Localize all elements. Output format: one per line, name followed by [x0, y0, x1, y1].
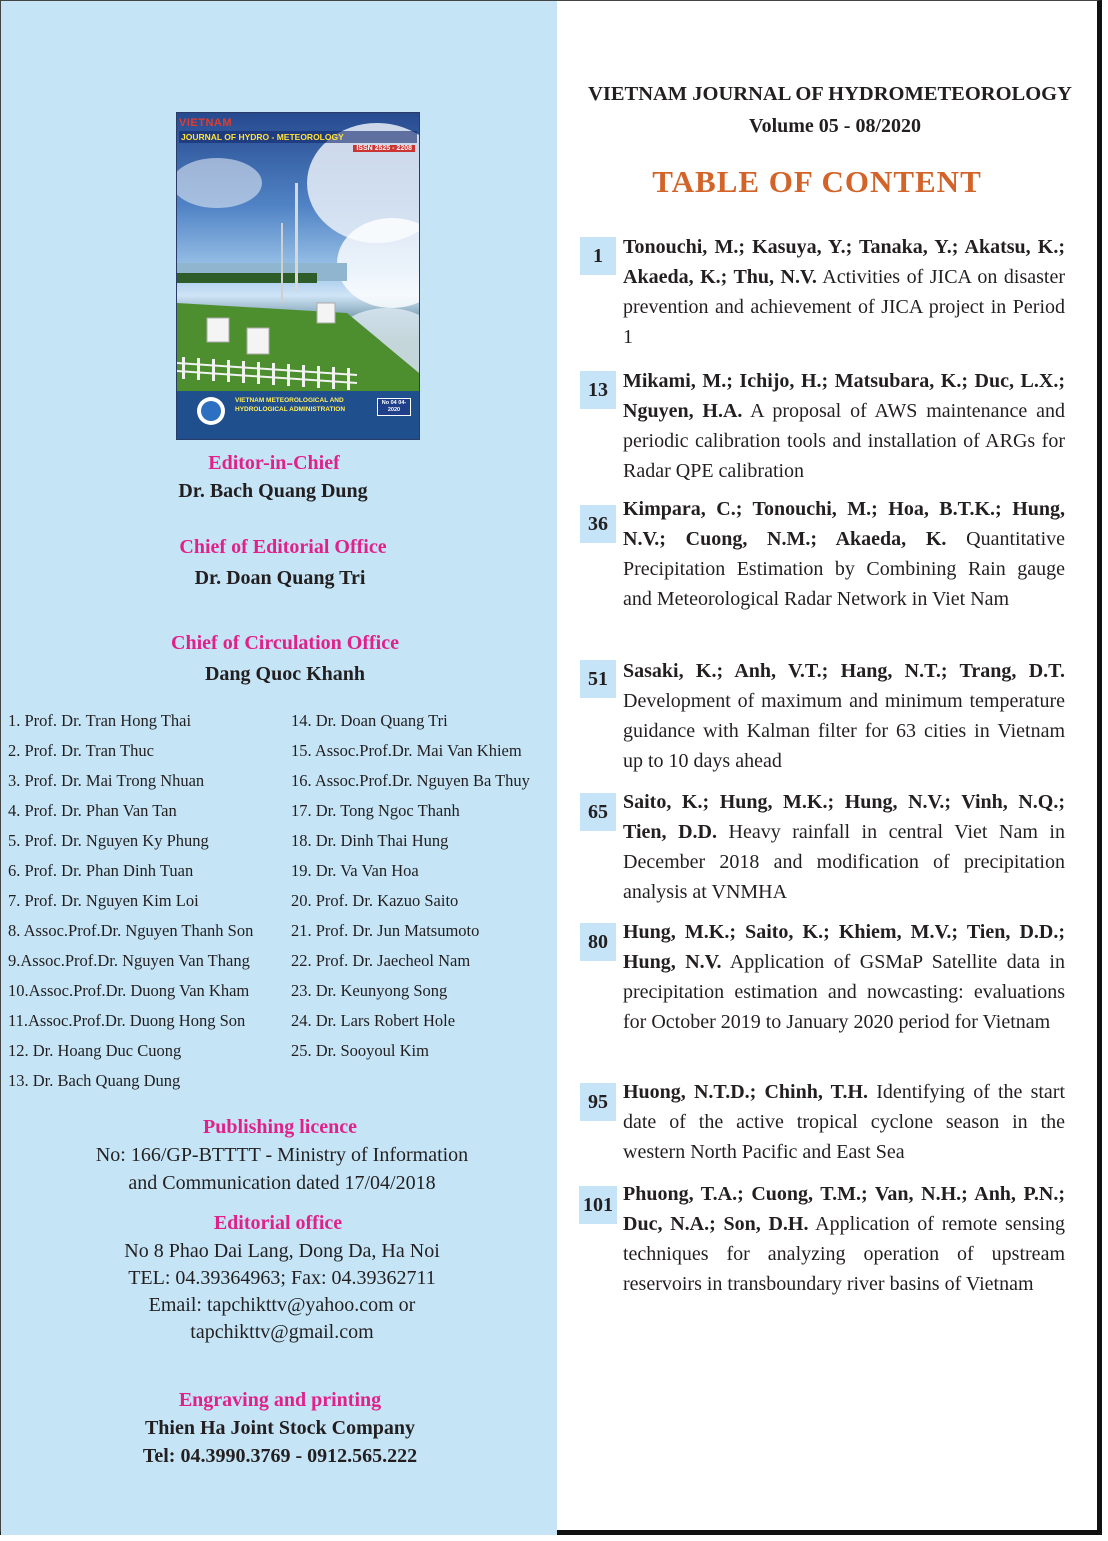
board-member: 14. Dr. Doan Quang Tri	[291, 711, 448, 730]
editorial-board-left	[8, 706, 253, 1096]
board-member: 11.Assoc.Prof.Dr. Duong Hong Son	[8, 1011, 246, 1030]
page-number-badge: 95	[580, 1083, 616, 1121]
printing-label: Engraving and printing	[178, 1389, 382, 1411]
board-member: 19. Dr. Va Van Hoa	[291, 861, 419, 880]
board-member: 3. Prof. Dr. Mai Trong Nhuan	[8, 771, 205, 790]
cover-title-vietnam: VIETNAM	[179, 117, 232, 129]
publishing-licence-label: Publishing licence	[203, 1116, 357, 1138]
board-member: 7. Prof. Dr. Nguyen Kim Loi	[8, 891, 199, 910]
cover-agency: VIETNAM METEOROLOGICAL AND HYDROLOGICAL ADMINISTRATION	[235, 397, 346, 413]
journal-title: VIETNAM JOURNAL OF HYDROMETEOROLOGY	[588, 83, 1072, 105]
board-member: 1. Prof. Dr. Tran Hong Thai	[8, 711, 192, 730]
page-number-badge: 80	[580, 923, 616, 961]
printing-company: Thien Ha Joint Stock Company	[144, 1417, 416, 1439]
editorial-board-right	[291, 706, 530, 1066]
page-number-badge: 36	[580, 505, 616, 543]
entry-title: Application of GSMaP Satellite data in precipitation estimation and nowcasting: evaluations for October 2019 to January 2020 period for Vietnam	[623, 951, 1065, 1033]
entry-title: Activities of JICA on disaster prevention and achievement of JICA project in Period 1	[623, 266, 1065, 348]
page-number-badge: 1	[580, 237, 616, 275]
entry-authors: Tonouchi, M.; Kasuya, Y.; Tanaka, Y.; Akatsu, K.; Akaeda, K.; Thu, N.V.	[623, 236, 1065, 288]
editorial-office-email-line1: Email: tapchikttv@yahoo.com or	[148, 1294, 416, 1316]
editorial-office-tel: TEL: 04.39364963; Fax: 04.39362711	[128, 1267, 436, 1289]
toc-entry[interactable]	[623, 366, 1065, 486]
board-member: 25. Dr. Sooyoul Kim	[291, 1041, 429, 1060]
entry-title: Quantitative Precipitation Estimation by Combining Rain gauge and Meteorological Radar Network in Viet Nam	[623, 528, 1065, 610]
editor-in-chief-label: Editor-in-Chief	[208, 452, 340, 474]
toc-entry[interactable]	[623, 494, 1065, 614]
board-member: 21. Prof. Dr. Jun Matsumoto	[291, 921, 480, 940]
entry-authors: Mikami, M.; Ichijo, H.; Matsubara, K.; Duc, L.X.; Nguyen, H.A.	[623, 370, 1065, 422]
volume-label: Volume 05 - 08/2020	[748, 115, 922, 137]
entry-title: Application of remote sensing techniques for analyzing operation of upstream reservoirs in transboundary river basins of Vietnam	[623, 1213, 1065, 1295]
publishing-licence-line1: No: 166/GP-BTTTT - Ministry of Information	[95, 1144, 469, 1166]
board-member: 5. Prof. Dr. Nguyen Ky Phung	[8, 831, 209, 850]
cover-issn: ISSN 2525 - 2208	[353, 145, 415, 152]
editorial-office-chief-name: Dr. Doan Quang Tri	[194, 567, 366, 589]
entry-authors: Kimpara, C.; Tonouchi, M.; Hoa, B.T.K.; Hung, N.V.; Cuong, N.M.; Akaeda, K.	[623, 498, 1065, 550]
board-member: 16. Assoc.Prof.Dr. Nguyen Ba Thuy	[291, 771, 530, 790]
board-member: 10.Assoc.Prof.Dr. Duong Van Kham	[8, 981, 250, 1000]
entry-title: A proposal of AWS maintenance and periodic calibration tools and installation of ARGs for Radar QPE calibration	[623, 400, 1065, 482]
board-member: 2. Prof. Dr. Tran Thuc	[8, 741, 154, 760]
circulation-chief-name: Dang Quoc Khanh	[204, 663, 366, 685]
board-member: 15. Assoc.Prof.Dr. Mai Van Khiem	[291, 741, 522, 760]
board-member: 12. Dr. Hoang Duc Cuong	[8, 1041, 182, 1060]
entry-title: Development of maximum and minimum temperature guidance with Kalman filter for 63 cities in Vietnam up to 10 days ahead	[623, 690, 1065, 772]
board-member: 6. Prof. Dr. Phan Dinh Tuan	[8, 861, 194, 880]
cover-issue: No 04 04-2020	[377, 398, 411, 416]
circulation-chief-label: Chief of Circulation Office	[171, 632, 399, 654]
entry-title: Heavy rainfall in central Viet Nam in December 2018 and modification of precipitation analysis at VNMHA	[623, 821, 1065, 903]
board-member: 24. Dr. Lars Robert Hole	[291, 1011, 456, 1030]
entry-authors: Hung, M.K.; Saito, K.; Khiem, M.V.; Tien, D.D.; Hung, N.V.	[623, 921, 1065, 973]
page-number-badge: 65	[580, 793, 616, 831]
toc-entry[interactable]	[623, 1077, 1065, 1167]
editorial-office-email-line2: tapchikttv@gmail.com	[190, 1321, 374, 1343]
entry-authors: Huong, N.T.D.; Chinh, T.H.	[623, 1081, 869, 1103]
page-number-badge: 13	[580, 371, 616, 409]
entry-authors: Saito, K.; Hung, M.K.; Hung, N.V.; Vinh, N.Q.; Tien, D.D.	[623, 791, 1065, 843]
editorial-office-chief-label: Chief of Editorial Office	[179, 536, 387, 558]
page-number-badge: 101	[579, 1186, 617, 1224]
cover-illustration	[177, 113, 419, 439]
publishing-licence-line2: and Communication dated 17/04/2018	[128, 1172, 436, 1194]
cover-title-journal: JOURNAL OF HYDRO - METEOROLOGY	[179, 131, 417, 143]
editorial-office-label: Editorial office	[213, 1212, 343, 1234]
board-member: 23. Dr. Keunyong Song	[291, 981, 448, 1000]
editor-in-chief-name: Dr. Bach Quang Dung	[178, 480, 368, 502]
toc-entry[interactable]	[623, 917, 1065, 1037]
journal-cover-image	[176, 112, 420, 440]
entry-title: Identifying of the start date of the active tropical cyclone season in the western North Pacific and East Sea	[623, 1081, 1065, 1163]
toc-entry[interactable]	[623, 656, 1065, 776]
board-member: 18. Dr. Dinh Thai Hung	[291, 831, 449, 850]
table-of-content-title: TABLE OF CONTENT	[652, 164, 982, 199]
board-member: 8. Assoc.Prof.Dr. Nguyen Thanh Son	[8, 921, 254, 940]
board-member: 22. Prof. Dr. Jaecheol Nam	[291, 951, 471, 970]
board-member: 17. Dr. Tong Ngoc Thanh	[291, 801, 460, 820]
page-number-badge: 51	[580, 660, 616, 698]
toc-entry[interactable]	[623, 787, 1065, 907]
entry-authors: Sasaki, K.; Anh, V.T.; Hang, N.T.; Trang, D.T.	[623, 660, 1065, 682]
entry-authors: Phuong, T.A.; Cuong, T.M.; Van, N.H.; Anh, P.N.; Duc, N.A.; Son, D.H.	[623, 1183, 1065, 1235]
board-member: 20. Prof. Dr. Kazuo Saito	[291, 891, 459, 910]
board-member: 4. Prof. Dr. Phan Van Tan	[8, 801, 177, 820]
toc-entry[interactable]	[623, 1179, 1065, 1299]
editorial-office-address: No 8 Phao Dai Lang, Dong Da, Ha Noi	[124, 1240, 440, 1262]
toc-entry[interactable]	[623, 232, 1065, 352]
board-member: 9.Assoc.Prof.Dr. Nguyen Van Thang	[8, 951, 250, 970]
printing-tel: Tel: 04.3990.3769 - 0912.565.222	[142, 1445, 418, 1467]
board-member: 13. Dr. Bach Quang Dung	[8, 1071, 181, 1090]
